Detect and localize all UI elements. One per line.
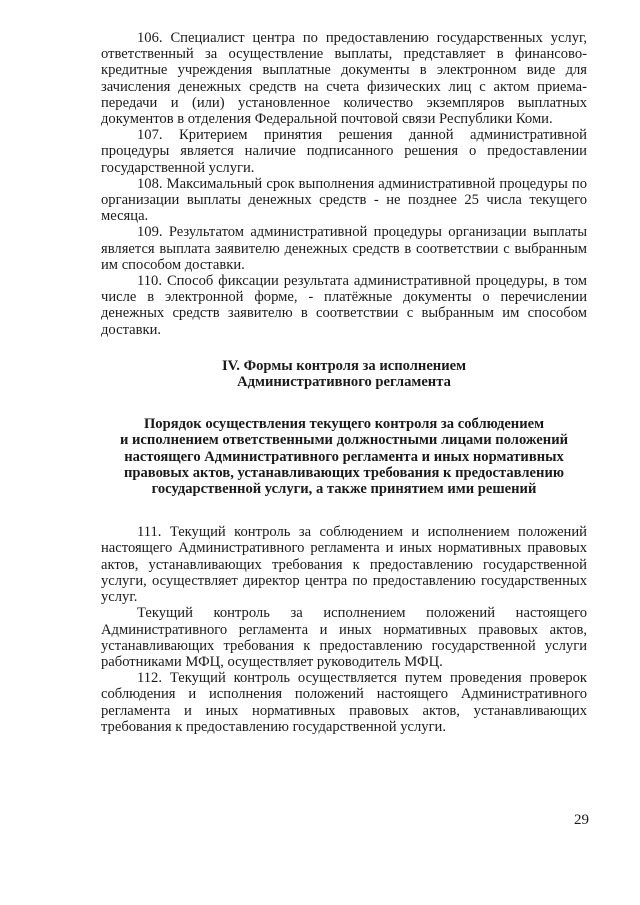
subsection-heading-line: правовых актов, устанавливающих требования к предоставлению [123,464,565,481]
section-heading-line: IV. Формы контроля за исполнением [221,357,467,374]
section-heading [101,358,587,390]
paragraph-110: 110. Способ фиксации результата административной процедуры, в том числе в электронной форме, - платёжные документы о перечислении денежных средств заявителю в соответствии с выбранным им способом доставки. [101,273,587,338]
paragraph-112: 112. Текущий контроль осуществляется путем проведения проверок соблюдения и исполнения положений настоящего Административного регламента и иных нормативных правовых актов, устанавливающих требования к предоставлению государственной услуги. [101,670,587,735]
page-number: 29 [574,812,589,828]
subsection-heading [101,416,587,497]
paragraph-108: 108. Максимальный срок выполнения административной процедуры по организации выплаты денежных средств - не позднее 25 числа текущего месяца. [101,175,587,225]
subsection-heading-line: государственной услуги, а также принятием ими решений [151,481,537,498]
subsection-heading-line: настоящего Административного регламента и иных нормативных [124,448,564,465]
paragraph-111-continued: Текущий контроль за исполнением положений настоящего Административного регламента и иных нормативных правовых актов, устанавливающих требования к предоставлению государственной услуги работниками МФЦ, осуществляет руководитель МФЦ. [101,605,587,670]
paragraph-107: 107. Критерием принятия решения данной административной процедуры является наличие подписанного решения о предоставлении государственной услуги. [101,127,587,176]
subsection-heading-line: и исполнением ответственными должностными лицами положений [119,432,569,449]
section-heading-line: Административного регламента [237,374,451,391]
subsection-heading-line: Порядок осуществления текущего контроля за соблюдением [143,416,545,433]
paragraph-109: 109. Результатом административной процедуры организации выплаты является выплата заявителю денежных средств в соответствии с выбранным им способом доставки. [101,224,587,273]
document-body [101,30,587,735]
paragraph-111: 111. Текущий контроль за соблюдением и исполнением положений настоящего Административного регламента и иных нормативных правовых актов, устанавливающих требования к предоставлению государственной услуги, осуществляет директор центра по предоставлению государственных услуг. [101,524,587,606]
paragraph-106: 106. Специалист центра по предоставлению государственных услуг, ответственный за осуществление выплаты, представляет в финансово-кредитные учреждения выплатные документы в электронном виде для зачисления денежных средств на счета физических лиц с актом приема-передачи и (или) установленное количество экземпляров выплатных документов в отделения Федеральной почтовой связи Республики Коми. [101,30,587,128]
